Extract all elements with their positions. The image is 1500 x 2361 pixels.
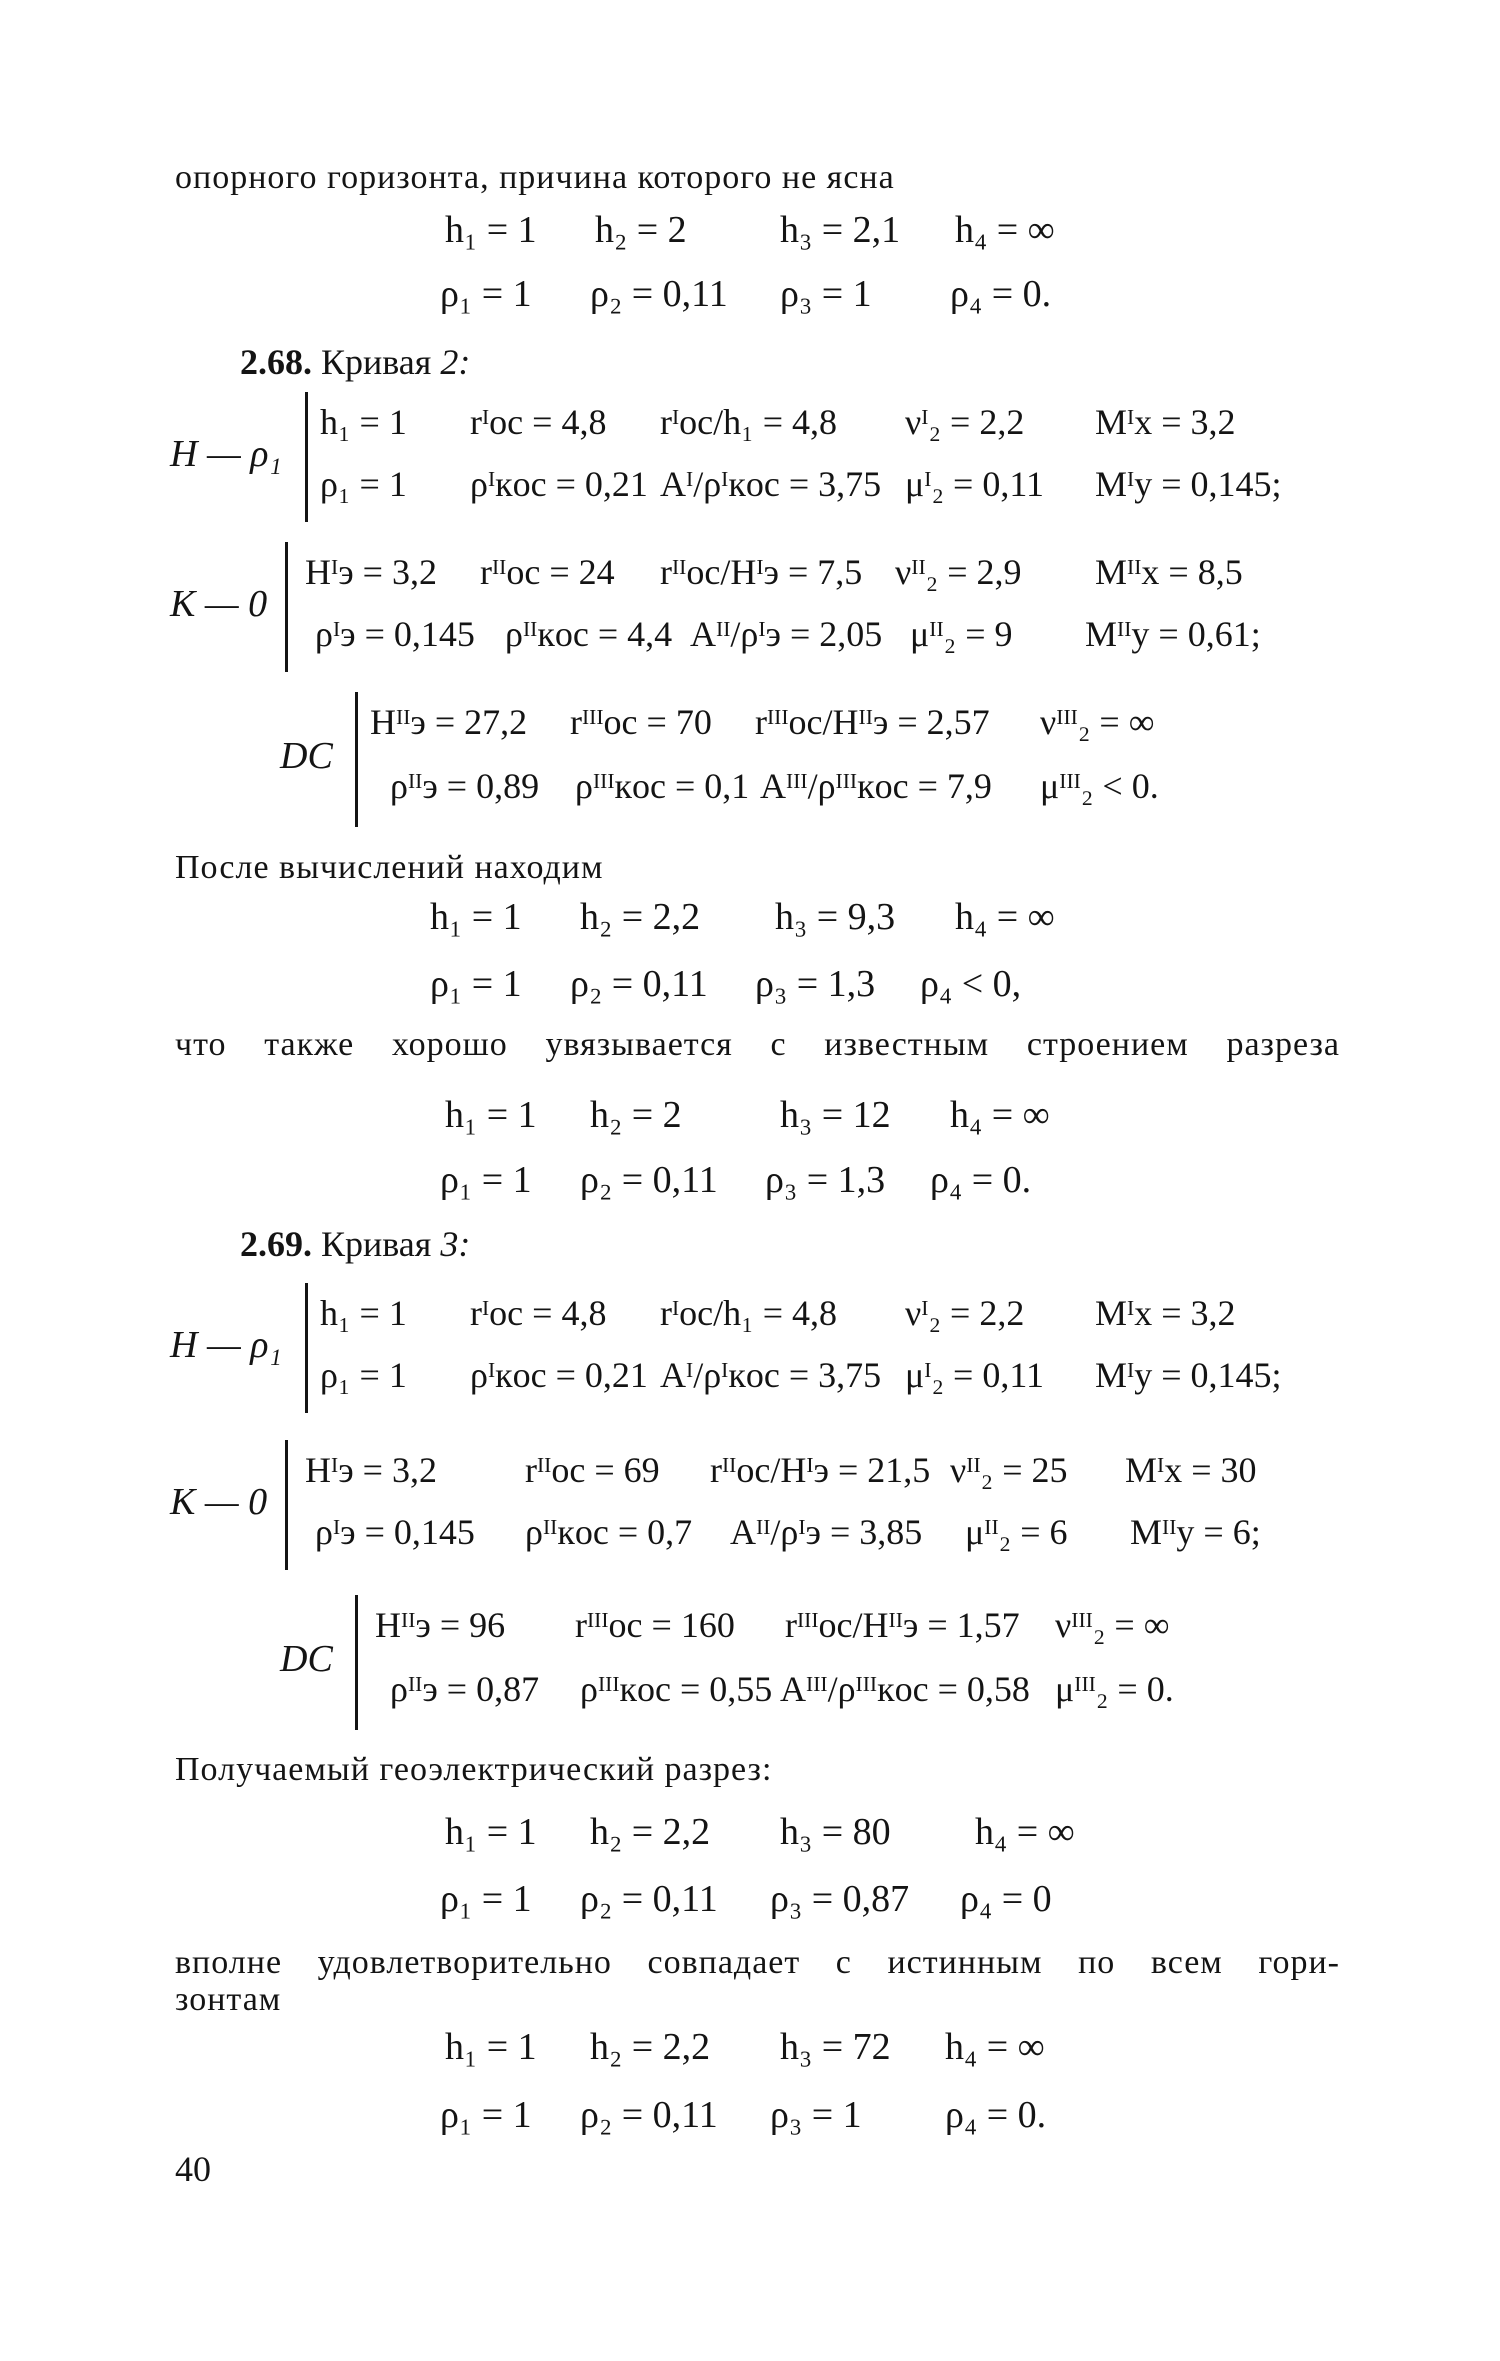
eq-cell: ρᴵкoc = 0,21 (470, 1355, 648, 1395)
eq-cell: h₄ = ∞ (955, 209, 1055, 251)
eq-cell: ρ₁ = 1 (320, 464, 407, 504)
bracket-line (355, 692, 358, 827)
eq-cell: h₂ = 2,2 (580, 896, 701, 938)
eq-cell: ρ₃ = 0,87 (770, 1878, 910, 1920)
eq-cell: νᴵᴵᴵ₂ = ∞ (1040, 702, 1155, 742)
eq-cell: νᴵᴵᴵ₂ = ∞ (1055, 1605, 1170, 1645)
eq-cell: h₄ = ∞ (950, 1094, 1050, 1136)
eq-cell: Mᴵx = 3,2 (1095, 1293, 1236, 1333)
block-2-69-h-rho (170, 1283, 1350, 1413)
eq-cell: ρ₃ = 1,3 (755, 963, 876, 1005)
eq-cell: Mᴵᴵx = 8,5 (1095, 552, 1243, 592)
block-label: DC (280, 735, 333, 777)
equation-row-h-2 (430, 895, 1055, 939)
block-label: DC (280, 1638, 333, 1680)
block-label: K — 0 (170, 583, 268, 625)
eq-cell: h₄ = ∞ (975, 1811, 1075, 1853)
block-row-2 (315, 612, 1261, 656)
bracket-line (285, 1440, 288, 1570)
eq-cell: ρ₁ = 1 (440, 1878, 532, 1920)
block-2-69-k-0 (170, 1440, 1350, 1570)
eq-cell: Mᴵx = 3,2 (1095, 402, 1236, 442)
problem-heading-2-68 (240, 340, 470, 384)
eq-cell: rᴵᴵᴵoc = 70 (570, 702, 712, 742)
text-final-line-2: зонтам (175, 1981, 282, 2018)
block-row-1 (320, 1291, 1236, 1335)
curve-label: Кривая (321, 342, 432, 382)
eq-cell: ρᴵэ = 0,145 (315, 1512, 475, 1552)
eq-cell: ρᴵᴵкoc = 4,4 (505, 614, 673, 654)
problem-number: 2.69. (240, 1224, 312, 1264)
block-row-1 (305, 550, 1243, 594)
eq-cell: Aᴵᴵ/ρᴵэ = 3,85 (730, 1512, 923, 1552)
equation-row-h-5 (445, 2025, 1045, 2069)
eq-cell: ρᴵᴵэ = 0,89 (390, 766, 540, 806)
eq-cell: μᴵᴵ₂ = 9 (910, 614, 1013, 654)
eq-cell: Aᴵᴵᴵ/ρᴵᴵᴵкoc = 7,9 (760, 766, 992, 806)
eq-cell: Hᴵᴵэ = 96 (375, 1605, 506, 1645)
eq-cell: h₁ = 1 (320, 402, 407, 442)
eq-cell: Hᴵэ = 3,2 (305, 552, 437, 592)
eq-cell: ρᴵᴵᴵкoc = 0,1 (575, 766, 750, 806)
eq-cell: ρ₄ < 0, (920, 963, 1022, 1005)
eq-cell: rᴵoc = 4,8 (470, 1293, 607, 1333)
eq-cell: rᴵᴵoc/Hᴵэ = 21,5 (710, 1450, 931, 1490)
eq-cell: h₂ = 2 (590, 1094, 682, 1136)
eq-cell: h₁ = 1 (320, 1293, 407, 1333)
eq-cell: h₁ = 1 (445, 209, 537, 251)
eq-cell: μᴵᴵ₂ = 6 (965, 1512, 1068, 1552)
eq-cell: h₂ = 2 (595, 209, 687, 251)
eq-cell: h₁ = 1 (445, 2026, 537, 2068)
eq-cell: h₃ = 9,3 (775, 896, 896, 938)
eq-cell: Hᴵᴵэ = 27,2 (370, 702, 528, 742)
eq-cell: Aᴵᴵᴵ/ρᴵᴵᴵкoc = 0,58 (780, 1669, 1030, 1709)
block-label: K — 0 (170, 1481, 268, 1523)
bracket-line (285, 542, 288, 672)
text-section: Получаемый геоэлектрический разрез: (175, 1751, 773, 1788)
eq-cell: μᴵ₂ = 0,11 (905, 464, 1045, 504)
block-row-1 (375, 1603, 1169, 1647)
eq-cell: ρ₁ = 1 (320, 1355, 407, 1395)
eq-cell: ρ₁ = 1 (440, 1159, 532, 1201)
intro-line: опорного горизонта, причина которого не ясна (175, 159, 895, 196)
bracket-line (305, 392, 308, 522)
eq-cell: rᴵᴵᴵoc/Hᴵᴵэ = 2,57 (755, 702, 990, 742)
eq-cell: ρ₃ = 1 (770, 2094, 862, 2136)
eq-cell: rᴵoc/h₁ = 4,8 (660, 1293, 838, 1333)
block-label: H — ρ₁ (170, 433, 282, 475)
equation-row-h-4 (445, 1810, 1075, 1854)
eq-cell: ρᴵэ = 0,145 (315, 614, 475, 654)
eq-cell: Hᴵэ = 3,2 (305, 1450, 437, 1490)
eq-cell: h₄ = ∞ (955, 896, 1055, 938)
block-row-1 (305, 1448, 1257, 1492)
block-row-2 (320, 462, 1282, 506)
eq-cell: rᴵoc = 4,8 (470, 402, 607, 442)
problem-heading-2-69 (240, 1222, 470, 1266)
eq-cell: ρ₂ = 0,11 (570, 963, 708, 1005)
eq-cell: ρᴵᴵкoc = 0,7 (525, 1512, 693, 1552)
eq-cell: ρ₂ = 0,11 (580, 1159, 718, 1201)
bracket-line (355, 1595, 358, 1730)
bracket-line (305, 1283, 308, 1413)
text-consistent: что также хорошо увязывается с известным строением разреза (175, 1026, 1340, 1063)
eq-cell: ρᴵᴵэ = 0,87 (390, 1669, 540, 1709)
eq-cell: ρ₁ = 1 (440, 273, 532, 315)
block-2-68-k-0 (170, 542, 1350, 672)
eq-cell: μᴵᴵᴵ₂ < 0. (1040, 766, 1159, 806)
block-row-1 (370, 700, 1154, 744)
page-number: 40 (175, 2149, 211, 2189)
eq-cell: h₁ = 1 (445, 1094, 537, 1136)
eq-cell: ρ₄ = 0 (960, 1878, 1052, 1920)
eq-cell: μᴵ₂ = 0,11 (905, 1355, 1045, 1395)
equation-row-rho-1 (440, 272, 1051, 316)
eq-cell: rᴵᴵoc = 24 (480, 552, 615, 592)
eq-cell: ρ₂ = 0,11 (580, 2094, 718, 2136)
eq-cell: h₃ = 2,1 (780, 209, 901, 251)
eq-cell: rᴵᴵoc = 69 (525, 1450, 660, 1490)
problem-number: 2.68. (240, 342, 312, 382)
eq-cell: rᴵoc/h₁ = 4,8 (660, 402, 838, 442)
eq-cell: ρ₄ = 0. (930, 1159, 1032, 1201)
eq-cell: Mᴵᴵy = 6; (1130, 1512, 1261, 1552)
equation-row-h-3 (445, 1093, 1050, 1137)
eq-cell: ρᴵᴵᴵкoc = 0,55 (580, 1669, 773, 1709)
curve-label: Кривая (321, 1224, 432, 1264)
eq-cell: h₃ = 72 (780, 2026, 891, 2068)
eq-cell: Aᴵ/ρᴵкoc = 3,75 (660, 464, 882, 504)
eq-cell: h₃ = 12 (780, 1094, 891, 1136)
block-label: H — ρ₁ (170, 1324, 282, 1366)
eq-cell: νᴵ₂ = 2,2 (905, 1293, 1025, 1333)
eq-cell: Mᴵᴵy = 0,61; (1085, 614, 1261, 654)
text-final-line-1: вполне удовлетворительно совпадает с истинным по всем гори- (175, 1944, 1340, 1981)
block-2-68-dc (280, 692, 1360, 827)
eq-cell: ρ₁ = 1 (440, 2094, 532, 2136)
eq-cell: ρ₂ = 0,11 (590, 273, 728, 315)
eq-cell: ρᴵкoc = 0,21 (470, 464, 648, 504)
block-row-2 (390, 764, 1159, 808)
eq-cell: h₁ = 1 (445, 1811, 537, 1853)
eq-cell: h₂ = 2,2 (590, 2026, 711, 2068)
eq-cell: νᴵ₂ = 2,2 (905, 402, 1025, 442)
block-row-2 (320, 1353, 1282, 1397)
eq-cell: h₁ = 1 (430, 896, 522, 938)
eq-cell: h₃ = 80 (780, 1811, 891, 1853)
eq-cell: rᴵᴵoc/Hᴵэ = 7,5 (660, 552, 863, 592)
block-2-69-dc (280, 1595, 1360, 1730)
eq-cell: ρ₄ = 0. (950, 273, 1052, 315)
eq-cell: Aᴵᴵ/ρᴵэ = 2,05 (690, 614, 883, 654)
eq-cell: ρ₃ = 1,3 (765, 1159, 886, 1201)
eq-cell: ρ₃ = 1 (780, 273, 872, 315)
block-row-2 (390, 1667, 1174, 1711)
equation-row-h-1 (445, 208, 1055, 252)
eq-cell: Mᴵy = 0,145; (1095, 464, 1282, 504)
eq-cell: μᴵᴵᴵ₂ = 0. (1055, 1669, 1174, 1709)
eq-cell: h₄ = ∞ (945, 2026, 1045, 2068)
eq-cell: ρ₂ = 0,11 (580, 1878, 718, 1920)
curve-number: 3: (440, 1224, 471, 1264)
eq-cell: rᴵᴵᴵoc = 160 (575, 1605, 735, 1645)
eq-cell: νᴵᴵ₂ = 2,9 (895, 552, 1022, 592)
equation-row-rho-3 (440, 1158, 1031, 1202)
block-2-68-h-rho (170, 392, 1350, 522)
eq-cell: h₂ = 2,2 (590, 1811, 711, 1853)
equation-row-rho-5 (440, 2093, 1046, 2137)
text-after-calc: После вычислений находим (175, 849, 604, 886)
eq-cell: Mᴵx = 30 (1125, 1450, 1257, 1490)
block-row-2 (315, 1510, 1261, 1554)
eq-cell: Mᴵy = 0,145; (1095, 1355, 1282, 1395)
equation-row-rho-4 (440, 1877, 1052, 1921)
eq-cell: ρ₁ = 1 (430, 963, 522, 1005)
eq-cell: ρ₄ = 0. (945, 2094, 1047, 2136)
curve-number: 2: (440, 342, 471, 382)
block-row-1 (320, 400, 1236, 444)
eq-cell: rᴵᴵᴵoc/Hᴵᴵэ = 1,57 (785, 1605, 1020, 1645)
eq-cell: Aᴵ/ρᴵкoc = 3,75 (660, 1355, 882, 1395)
eq-cell: νᴵᴵ₂ = 25 (950, 1450, 1068, 1490)
equation-row-rho-2 (430, 962, 1021, 1006)
